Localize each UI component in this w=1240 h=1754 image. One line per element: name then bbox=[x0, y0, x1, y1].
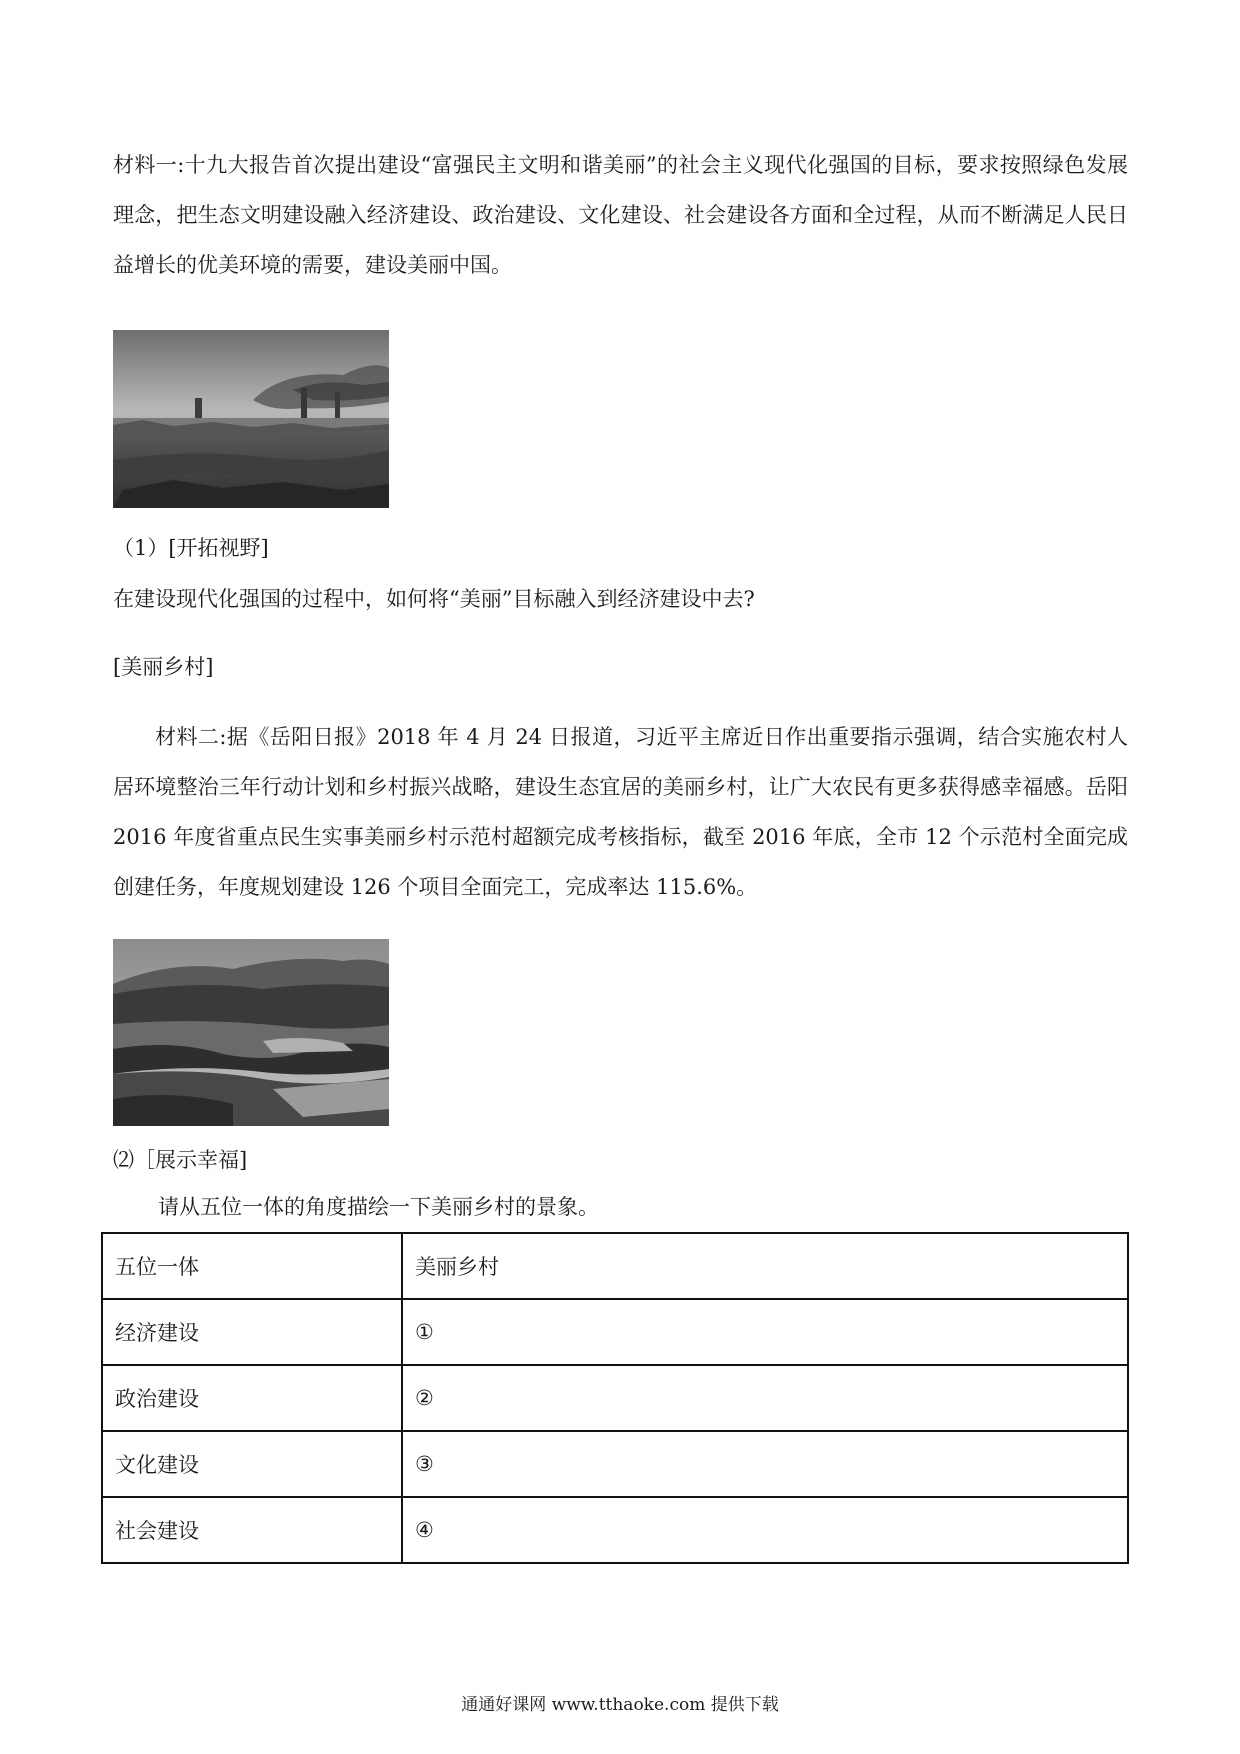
question-two-label: ⑵［展示幸福] bbox=[113, 1148, 248, 1172]
table-row bbox=[102, 1365, 1128, 1431]
page-footer: 通通好课网 www.tthaoke.com 提供下载 bbox=[461, 1695, 779, 1715]
table-header-row bbox=[102, 1233, 1128, 1299]
section-two-heading: [美丽乡村] bbox=[113, 655, 214, 679]
question-one-text: 在建设现代化强国的过程中，如何将“美丽”目标融入到经济建设中去? bbox=[113, 587, 755, 611]
table-row bbox=[102, 1299, 1128, 1365]
table-cell-category: 社会建设 bbox=[102, 1497, 402, 1563]
table-header-cell: 五位一体 bbox=[102, 1233, 402, 1299]
table-row bbox=[102, 1497, 1128, 1563]
question-one-label: （1）[开拓视野] bbox=[113, 536, 269, 560]
table-cell-category: 经济建设 bbox=[102, 1299, 402, 1365]
table-cell-answer: ② bbox=[402, 1365, 1128, 1431]
table-cell-answer: ④ bbox=[402, 1497, 1128, 1563]
village-landscape-photo bbox=[113, 939, 389, 1126]
material-two-paragraph: 材料二:据《岳阳日报》2018 年 4 月 24 日报道，习近平主席近日作出重要指示强调，结合实施农村人居环境整治三年行动计划和乡村振兴战略，建设生态宜居的美丽乡村，让广大农民有更多获得感幸福感。岳阳 2016 年度省重点民生实事美丽乡村示范村超额完成考核指标，截至 2016 年底，全市 12 个示范村全面完成创建任务，年度规划建设 126 个项目全面完工，完成率达 115.6%。 bbox=[113, 725, 1128, 899]
table-cell-category: 文化建设 bbox=[102, 1431, 402, 1497]
table-row bbox=[102, 1431, 1128, 1497]
question-two-text: 请从五位一体的角度描绘一下美丽乡村的景象。 bbox=[158, 1195, 599, 1219]
table-cell-answer: ③ bbox=[402, 1431, 1128, 1497]
industrial-smog-photo bbox=[113, 330, 389, 508]
table-cell-answer: ① bbox=[402, 1299, 1128, 1365]
table-cell-category: 政治建设 bbox=[102, 1365, 402, 1431]
five-in-one-table bbox=[101, 1232, 1129, 1564]
material-one-paragraph: 材料一:十九大报告首次提出建设“富强民主文明和谐美丽”的社会主义现代化强国的目标，要求按照绿色发展理念，把生态文明建设融入经济建设、政治建设、文化建设、社会建设各方面和全过程，从而不断满足人民日益增长的优美环境的需要，建设美丽中国。 bbox=[113, 153, 1128, 277]
table-header-cell: 美丽乡村 bbox=[402, 1233, 1128, 1299]
